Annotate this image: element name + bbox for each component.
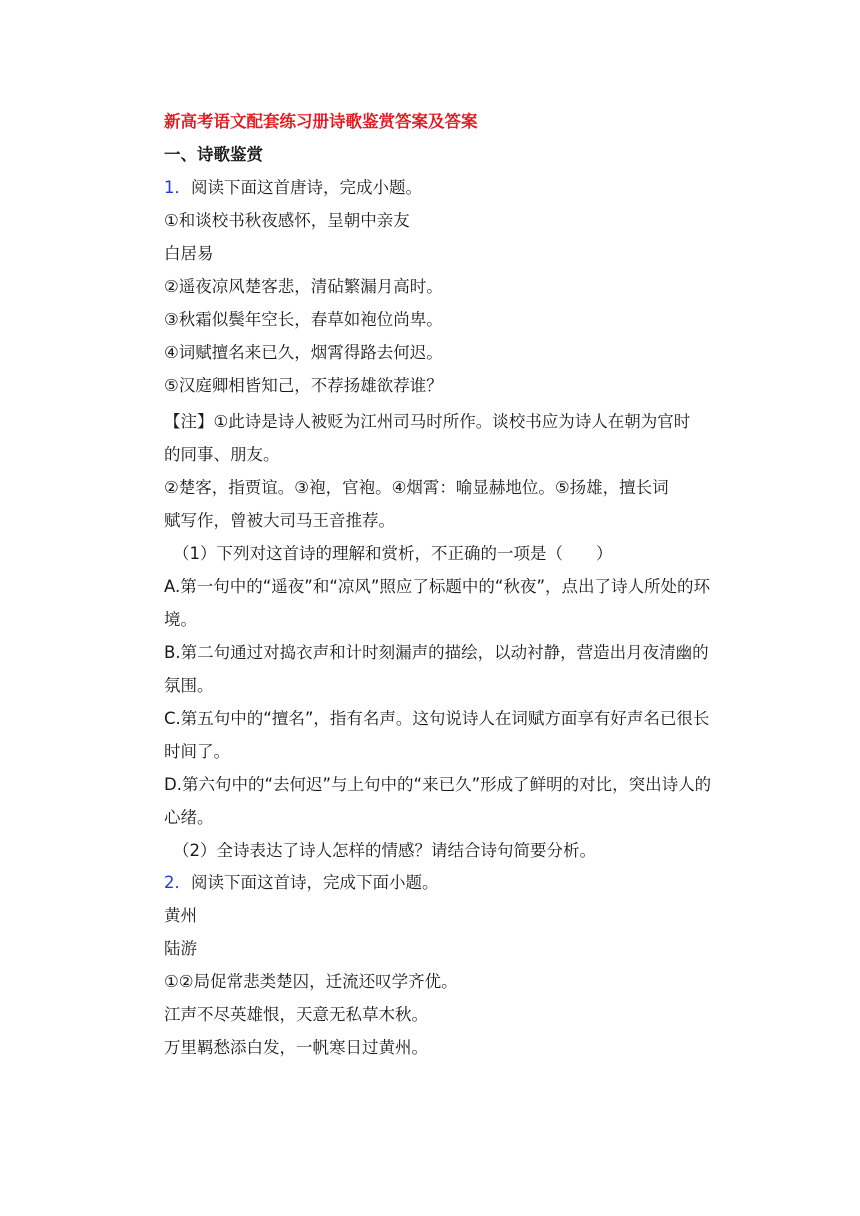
option-a: A.第一句中的“遥夜”和“凉风”照应了标题中的“秋夜”，点出了诗人所处的环 境。	[164, 577, 711, 629]
question-2-prompt: 2．阅读下面这首诗，完成下面小题。	[164, 873, 439, 892]
poem-author: 陆游	[164, 939, 197, 958]
note-1: 【注】①此诗是诗人被贬为江州司马时所作。谈校书应为诗人在朝为官时 的同事、朋友。	[164, 412, 691, 464]
option-d: D.第六句中的“去何迟”与上句中的“来已久”形成了鲜明的对比，突出诗人的 心绪。	[164, 775, 712, 827]
poem-line: ①②局促常悲类楚囚，迁流还叹学齐优。	[164, 972, 458, 991]
section-heading: 一、诗歌鉴赏	[164, 145, 263, 164]
poem-line: ⑤汉庭卿相皆知己，不荐扬雄欲荐谁？	[164, 376, 443, 395]
option-c: C.第五句中的“擅名”，指有名声。这句说诗人在词赋方面享有好声名已很长 时间了。	[164, 709, 710, 761]
poem-line: ②遥夜凉风楚客悲，清砧繁漏月高时。	[164, 277, 443, 296]
poem-line: 江声不尽英雄恨，天意无私草木秋。	[164, 1005, 428, 1024]
poem-author: 白居易	[164, 244, 214, 263]
poem-title: ①和谈校书秋夜感怀，呈朝中亲友	[164, 211, 410, 230]
question-1-prompt: 1．阅读下面这首唐诗，完成小题。	[164, 178, 422, 197]
question-number: 2．	[164, 873, 191, 892]
poem-title: 黄州	[164, 906, 197, 925]
note-2: ②楚客，指贾谊。③袍，官袍。④烟霄：喻显赫地位。⑤扬雄，擅长词 赋写作，曾被大司马王音推荐。	[164, 478, 669, 530]
poem-line: ④词赋擅名来已久，烟霄得路去何迟。	[164, 343, 443, 362]
option-b: B.第二句通过对捣衣声和计时刻漏声的描绘，以动衬静，营造出月夜清幽的 氛围。	[164, 643, 709, 695]
document-title: 新高考语文配套练习册诗歌鉴赏答案及答案	[164, 112, 478, 131]
question-number: 1．	[164, 178, 191, 197]
poem-line: 万里羁愁添白发，一帆寒日过黄州。	[164, 1038, 428, 1057]
poem-line: ③秋霜似鬓年空长，春草如袍位尚卑。	[164, 310, 443, 329]
sub-question-1: （1）下列对这首诗的理解和赏析，不正确的一项是（ ）	[173, 544, 613, 563]
sub-question-2: （2）全诗表达了诗人怎样的情感？请结合诗句简要分析。	[173, 841, 596, 860]
